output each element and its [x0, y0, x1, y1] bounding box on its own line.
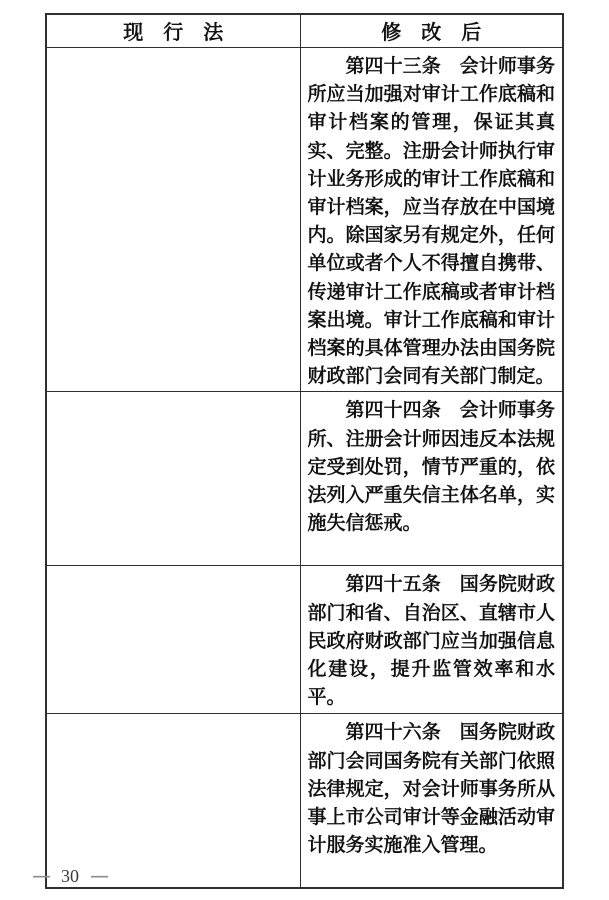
page-footer — [33, 864, 107, 888]
table-row — [46, 566, 563, 714]
page-number: 30 — [61, 865, 79, 886]
table-row — [46, 392, 563, 566]
table-row — [46, 714, 563, 889]
cell-current-law-article-46 — [46, 714, 300, 889]
cell-current-law-article-45 — [46, 566, 300, 714]
footer-left-dash: — — [33, 866, 49, 885]
table-header-row — [46, 14, 563, 48]
table-row — [46, 48, 563, 392]
cell-current-law-article-43 — [46, 48, 300, 392]
cell-current-law-article-44 — [46, 392, 300, 566]
header-current-law: 现 行 法 — [46, 14, 300, 48]
footer-right-dash: — — [91, 866, 107, 885]
cell-revised-article-46: 第四十六条 国务院财政部门会同国务院有关部门依照法律规定，对会计师事务所从事上市公司审计等金融活动审计服务实施准入管理。 — [300, 714, 563, 889]
cell-revised-article-43: 第四十三条 会计师事务所应当加强对审计工作底稿和审计档案的管理，保证其真实、完整。注册会计师执行审计业务形成的审计工作底稿和审计档案，应当存放在中国境内。除国家另有规定外，任何单位或者个人不得擅自携带、传递审计工作底稿或者审计档案出境。审计工作底稿和审计档案的具体管理办法由国务院财政部门会同有关部门制定。 — [300, 48, 563, 392]
cell-revised-article-45: 第四十五条 国务院财政部门和省、自治区、直辖市人民政府财政部门应当加强信息化建设，提升监管效率和水平。 — [300, 566, 563, 714]
law-comparison-table — [45, 13, 564, 889]
header-revised: 修 改 后 — [300, 14, 563, 48]
cell-revised-article-44: 第四十四条 会计师事务所、注册会计师因违反本法规定受到处罚，情节严重的，依法列入严重失信主体名单，实施失信惩戒。 — [300, 392, 563, 566]
